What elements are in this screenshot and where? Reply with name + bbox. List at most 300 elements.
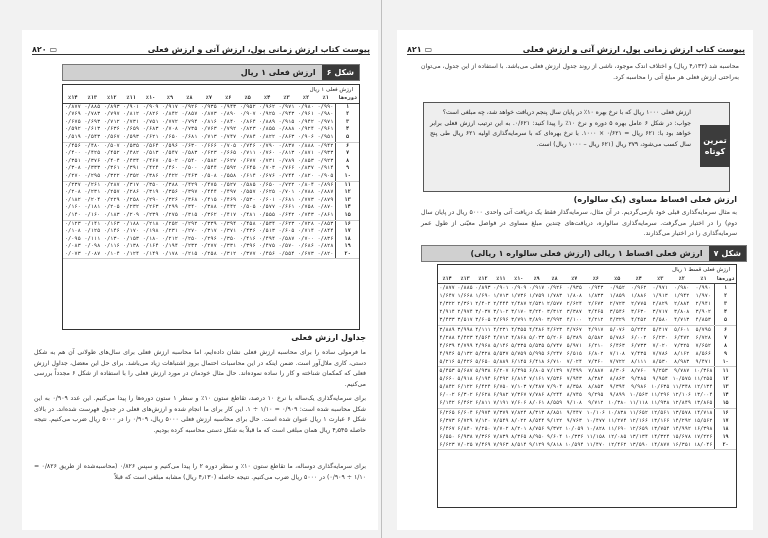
value-cell: ۰/۲۶۳ [142, 204, 159, 211]
value-cell: ۰/۷۸۴ [238, 134, 257, 142]
table-row [63, 158, 359, 166]
value-cell: ۶/۷۵۰ [493, 384, 509, 391]
value-cell: ۰/۷۴۳ [296, 212, 315, 220]
value-cell: ۰/۳۲۶ [162, 196, 178, 203]
value-cell: ۰/۵۸۲ [200, 157, 217, 164]
value-cell: ۰/۲۰۸ [64, 189, 81, 196]
value-cell: ۶/۶۲۸ [475, 392, 491, 399]
period-cell: ۲۰ [336, 251, 359, 259]
value-cell: ۰/۹۷۱ [652, 285, 668, 292]
rate-header: ٪۴ [257, 95, 276, 103]
value-cell: ۰/۵۴۳ [83, 134, 102, 142]
value-cell: ۰/۸۴۰ [220, 118, 237, 125]
value-cell: ۰/۵۰۵ [239, 204, 256, 211]
value-cell: ۰/۶۵۰ [160, 134, 179, 142]
value-cell: ۹/۲۵۳ [652, 368, 668, 375]
value-cell: ۰/۸۸۷ [317, 189, 334, 196]
value-cell: ۴/۳۲۹ [607, 316, 628, 325]
value-cell: ۰/۱۳۸ [123, 243, 140, 250]
table-row [438, 358, 736, 367]
value-cell: ۱۱/۱۱۸ [629, 400, 648, 407]
value-cell: ۱۳/۵۹۰ [629, 441, 648, 448]
left-page [22, 30, 378, 530]
value-cell: ۳/۹۰۲ [695, 309, 711, 316]
value-cell: ۰/۵۷۷ [259, 204, 276, 211]
value-cell: ۶/۲۰۷ [493, 368, 509, 375]
period-cell: ۳ [336, 119, 359, 127]
value-cell: ۰/۶۴۲ [277, 212, 296, 220]
value-cell: ۰/۳۱۲ [219, 251, 238, 259]
value-cell: ۰/۷۸۸ [297, 189, 314, 196]
period-cell: ۸ [715, 342, 736, 350]
value-cell: ۰/۴۲۵ [84, 150, 101, 157]
value-cell: ۷/۵۴۹ [493, 417, 509, 424]
value-cell: ۰/۹۲۴ [297, 126, 314, 133]
value-cell: ۰/۱۸۲ [64, 196, 81, 203]
value-cell: ۱۰/۸۳۸ [608, 409, 627, 416]
value-cell: ۰/۷۸۹ [278, 157, 295, 164]
value-cell: ۰/۸۶۱ [316, 212, 336, 220]
value-cell: ۰/۸۹۶ [317, 181, 334, 188]
value-cell: ۱۰/۰۵۹ [565, 425, 584, 432]
value-cell: ۰/۴۸۲ [123, 150, 140, 157]
value-cell: ۰/۵۷۰ [278, 243, 295, 250]
value-cell: ۶/۵۱۵ [566, 350, 582, 357]
value-cell: ۰/۱۴۱ [84, 220, 101, 227]
table-row [438, 441, 736, 450]
paragraph-3: برای سرمایه‌گذاری دوساله، ما تقاطع ستون ۱۰٪ و سطر دوره ۲ را پیدا می‌کنیم و سپس ۰/۸۲۶ (محاسبه‌شده از طریق ۰/۸۲۶ = ۱/۱۰ ÷ ۰/۹۰۹) در ۵۰۰۰ ریال ضرب می‌کنیم. نتیجه حاصله (۴٫۱۳۰ ریال) مشابه مبلغی است که قبلاً [34, 463, 367, 481]
value-cell: ۳/۳۱۲ [546, 309, 563, 316]
value-cell: ۱۰/۵۶۳ [629, 392, 648, 399]
value-cell: ۷/۹۶۳ [493, 441, 509, 448]
value-cell: ۰/۳۶۱ [103, 165, 120, 172]
value-cell: ۰/۵۳۵ [123, 142, 140, 149]
table-row [63, 119, 359, 127]
value-cell: ۰/۳۸۸ [200, 204, 217, 211]
period-cell: ۱۲ [336, 189, 359, 197]
rate-header: ٪۱ [316, 95, 336, 103]
value-cell: ۷/۸۲۴ [511, 409, 527, 416]
value-cell: ۱۲/۶۵۹ [629, 425, 648, 432]
value-cell: ۶/۱۴۵ [511, 358, 527, 365]
value-cell: ۰/۷۹۰ [259, 142, 276, 149]
value-cell: ۴/۷۱۳ [671, 316, 692, 325]
value-cell: ۴/۲۳۱ [493, 326, 509, 333]
value-cell: ۹/۲۹۵ [588, 392, 604, 399]
value-cell: ۰/۹۶۲ [631, 285, 647, 292]
header-title: پیوست کتاب ارزش زمانی پول، ارزش آتی و ارزش فعلی [147, 45, 370, 54]
value-cell: ۰/۱۷۸ [160, 251, 179, 259]
value-cell: ۰/۵۰۲ [162, 157, 178, 164]
value-cell: ۰/۸۱۶ [200, 118, 217, 125]
value-cell: ۱۲/۸۴۹ [672, 400, 691, 407]
gutter-line [381, 0, 382, 538]
value-cell: ۲/۸۲۹ [652, 301, 668, 308]
value-cell: ۰/۹۷۱ [317, 118, 334, 125]
value-cell: ۷/۳۶۷ [511, 392, 527, 399]
value-cell: ۱۱/۶۵۲ [629, 409, 648, 416]
table-row [438, 292, 736, 300]
period-cell: ۹ [715, 350, 736, 358]
value-cell: ۱۱/۱۵۸ [586, 433, 605, 440]
value-cell: ۹/۷۱۲ [585, 399, 606, 408]
value-cell: ۰/۱۱۱ [84, 235, 101, 242]
value-cell: ۷/۹۴۳ [566, 376, 582, 383]
value-cell: ۰/۴۵۶ [64, 142, 81, 149]
value-cell: ۰/۴۰۴ [103, 157, 120, 164]
value-cell: ۹/۹۸۶ [631, 384, 647, 391]
value-cell: ۶/۱۴۲ [439, 400, 455, 407]
value-cell: ۶/۷۲۸ [695, 334, 711, 341]
period-cell: ۱۱ [336, 181, 359, 189]
exercise-label: تمرین کوتاه [700, 125, 730, 167]
table-header-row [63, 95, 359, 103]
value-cell: ۰/۴۳۴ [123, 157, 140, 164]
value-cell: ۹/۳۷۲ [546, 425, 563, 432]
value-cell: ۰/۰۷۳ [63, 251, 83, 259]
value-cell: ۰/۹۳۵ [566, 285, 582, 292]
value-cell: ۰/۹۸۰ [674, 285, 690, 292]
value-cell: ۰/۶۷۷ [239, 157, 256, 164]
value-cell: ۰/۹۱۷ [162, 103, 178, 110]
value-cell: ۰/۹۶۲ [259, 103, 276, 110]
value-cell: ۲/۹۱۴ [439, 309, 455, 316]
value-cell: ۰/۴۶۰ [162, 165, 178, 172]
value-cell: ۵/۹۱۸ [457, 376, 473, 383]
value-cell: ۱/۷۵۹ [529, 293, 545, 300]
value-cell: ۵/۰۳۳ [529, 334, 545, 341]
value-cell: ۰/۳۵۶ [162, 189, 178, 196]
value-cell: ۰/۷۵۱ [142, 118, 159, 125]
figure-caption: ارزش فعلی ۱ ریال [240, 68, 316, 77]
period-cell: ۴ [715, 308, 736, 316]
value-cell: ۰/۱۴۶ [103, 228, 120, 235]
table-row [63, 181, 359, 189]
value-cell: ۰/۴۰۰ [64, 150, 81, 157]
value-cell: ۷/۳۲۵ [674, 342, 690, 349]
value-cell: ۰/۰۹۸ [84, 243, 101, 250]
value-cell: ۰/۸۵۷ [181, 111, 198, 118]
value-cell: ۹/۳۹۴ [609, 384, 625, 391]
value-cell: ۱۰/۸۲۸ [586, 425, 605, 432]
value-cell: ۰/۶۳۶ [103, 126, 120, 133]
value-cell: ۰/۳۳۱ [220, 243, 237, 250]
value-cell: ۵/۹۷۱ [566, 342, 582, 349]
value-cell: ۰/۶۲۳ [278, 220, 295, 227]
value-cell: ۰/۸۷۰ [317, 204, 334, 211]
intro-paragraph: محاسبه شد (۴٫۱۳۲ ریال) و اختلاف اندک موجود، ناشی از روند جدول ارزش فعلی می‌باشد. با استفاده از این جدول، می‌توان به‌راحتی ارزش فعلی هر مبلغ آتی را محاسبه کرد. [421, 63, 739, 81]
value-cell: ۳/۰۳۷ [475, 309, 491, 316]
value-cell: ۰/۱۱۶ [103, 243, 120, 250]
value-cell: ۳/۷۹۱ [511, 317, 527, 324]
value-cell: ۰/۲۳۲ [123, 204, 140, 211]
period-cell: ۵ [715, 316, 736, 325]
value-cell: ۶/۷۱۰ [546, 358, 563, 365]
table-row [63, 220, 359, 228]
value-cell: ۳/۲۴۰ [529, 309, 545, 316]
value-cell: ۰/۸۲۰ [296, 173, 315, 181]
table-row [438, 391, 736, 399]
rate-header: ٪۱۳ [456, 275, 474, 284]
value-cell: ۰/۱۲۴ [121, 251, 140, 259]
value-cell: ۰/۲۵۲ [162, 220, 178, 227]
figure-tag: شکل ۷ [709, 246, 746, 261]
value-cell: ۰/۷۰۸ [162, 126, 178, 133]
value-cell: ۷/۶۵۲ [695, 342, 711, 349]
value-cell: ۰/۶۶۱ [278, 204, 295, 211]
period-cell: ۶ [715, 325, 736, 334]
value-cell: ۳/۴۶۵ [588, 309, 604, 316]
value-cell: ۴/۲۸۸ [439, 334, 455, 341]
value-cell: ۰/۹۶۱ [317, 126, 334, 133]
page-number: ▭ ۸۲۱ [407, 45, 432, 54]
table-header-row [438, 275, 736, 284]
value-cell: ۰/۷۲۸ [297, 220, 314, 227]
value-cell: ۰/۴۱۶ [239, 235, 256, 242]
period-cell: ۱۶ [336, 220, 359, 228]
value-cell: ۰/۷۴۷ [219, 134, 238, 142]
value-cell: ۰/۶۱۳ [84, 126, 101, 133]
value-cell: ۰/۶۸۱ [278, 196, 295, 203]
value-cell: ۹/۹۵۴ [652, 376, 668, 383]
value-cell: ۰/۹۰۵ [316, 173, 336, 181]
value-cell: ۷/۴۳۵ [631, 350, 647, 357]
table-top-label: ارزش فعلی قسط ۱ ریال [672, 267, 730, 273]
value-cell: ۵/۶۵۰ [475, 358, 491, 365]
value-cell: ۵/۵۳۵ [529, 342, 545, 349]
rate-header: ٪۱۰ [141, 95, 160, 103]
value-cell: ۵/۳۳۵ [511, 342, 527, 349]
value-cell: ۰/۶۱۴ [238, 173, 257, 181]
period-cell: ۱ [336, 103, 359, 111]
value-cell: ۱۱/۲۷۴ [608, 417, 627, 424]
value-cell: ۰/۲۱۸ [142, 220, 159, 227]
value-cell: ۳/۱۰۲ [493, 309, 509, 316]
value-cell: ۰/۶۸۱ [180, 134, 199, 142]
value-cell: ۶/۴۱۸ [529, 358, 545, 365]
table-row [438, 417, 736, 425]
value-cell: ۰/۵۸۳ [181, 150, 198, 157]
value-cell: ۱/۶۶۸ [457, 293, 473, 300]
value-cell: ۵/۵۳۷ [493, 350, 509, 357]
value-cell: ۰/۲۶۱ [84, 181, 101, 188]
value-cell: ۰/۷۰۳ [259, 165, 276, 172]
value-cell: ۰/۲۱۲ [162, 235, 178, 242]
period-cell: ۱۰ [336, 173, 359, 181]
value-cell: ۸/۵۳۰ [649, 358, 670, 367]
value-cell: ۰/۹۰۶ [296, 134, 315, 142]
table-row [63, 165, 359, 173]
value-cell: ۱۴/۷۱۸ [694, 409, 713, 416]
table-row [438, 342, 736, 350]
value-cell: ۸/۳۱۳ [529, 409, 545, 416]
value-cell: ۱۱/۳۴۸ [672, 384, 691, 391]
value-cell: ۰/۱۵۳ [123, 235, 140, 242]
value-cell: ۰/۹۸۰ [317, 111, 334, 118]
value-cell: ۰/۲۳۱ [162, 228, 178, 235]
value-cell: ۰/۶۶۵ [220, 150, 237, 157]
value-cell: ۱۰/۶۳۵ [651, 384, 670, 391]
value-cell: ۳/۹۹۳ [546, 317, 563, 324]
period-cell: ۵ [336, 134, 359, 142]
value-cell: ۰/۴۲۹ [181, 181, 198, 188]
period-cell: ۱ [715, 284, 736, 293]
value-cell: ۸/۵۵۹ [546, 400, 563, 407]
value-cell: ۰/۹۱۷ [529, 285, 545, 292]
figure-caption: ارزش فعلی اقساط ۱ ریالی (ارزش فعلی سالواره ۱ ریالی) [470, 249, 703, 258]
value-cell: ۶/۲۴۷ [546, 350, 563, 357]
value-cell: ۱۲/۰۸۵ [608, 433, 627, 440]
paragraph-2: برای سرمایه‌گذاری یک‌ساله با نرخ ۱۰ درصد، تقاطع ستون ۱۰٪ و سطر ۱ ستون دوره‌ها را پیدا می‌کنیم. این عدد ۰/۹۰۹ به این شکل محاسبه شده است: ۰/۹۰۹ = ۱/۱۰ ÷ ۱. این کار برای ما انجام شده و ارزش‌های فعلی در جدول فهرست شده‌اند. در بالای شکل ۶ عبارت ۱ ریال عنوان شده است. حال برای محاسبه ارزش فعلی ۵۰۰۰ ریال، ۰/۹۰۹ را در ۵۰۰۰ ریال ضرب می‌کنیم. نتیجه حاصله ۴٫۵۴۵ ریال همان مبلغی است که ما قبلاً به شکل دستی محاسبه کرده بودیم. [34, 395, 367, 434]
value-cell: ۰/۴۶۳ [180, 173, 199, 181]
annuity-table [437, 264, 737, 508]
value-cell: ۶/۴۷۲ [674, 334, 690, 341]
value-cell: ۸/۳۰۶ [609, 368, 625, 375]
rate-header: ٪۲ [671, 275, 692, 284]
rate-header: ٪۱۱ [492, 275, 510, 284]
exercise-text [430, 108, 691, 150]
value-cell: ۰/۳۷۶ [84, 157, 101, 164]
table-row [63, 228, 359, 236]
value-cell: ۶/۸۴۰ [457, 425, 473, 432]
value-cell: ۱/۹۴۲ [674, 293, 690, 300]
data-table [63, 95, 359, 259]
value-cell: ۰/۹۲۶ [181, 103, 198, 110]
value-cell: ۸/۰۶۱ [529, 400, 545, 407]
table-row [438, 308, 736, 316]
value-cell: ۰/۶۹۳ [84, 118, 101, 125]
table-row [63, 189, 359, 197]
value-cell: ۰/۸۹۳ [475, 285, 491, 292]
value-cell: ۶/۹۸۲ [493, 392, 509, 399]
value-cell: ۰/۲۰۹ [121, 212, 140, 220]
value-cell: ۷/۳۶۰ [585, 358, 606, 367]
value-cell: ۰/۳۵۰ [220, 235, 237, 242]
value-cell: ۰/۱۲۳ [64, 220, 81, 227]
value-cell: ۰/۴۲۲ [160, 173, 179, 181]
period-cell: ۸ [336, 158, 359, 166]
value-cell: ۰/۲۳۱ [84, 189, 101, 196]
value-cell: ۳/۶۰۵ [475, 317, 491, 324]
value-cell: ۰/۲۸۶ [123, 189, 140, 196]
period-cell: ۷ [336, 150, 359, 158]
period-cell: ۱۶ [715, 408, 736, 417]
value-cell: ۰/۴۴۴ [200, 189, 217, 196]
value-cell: ۰/۹۰۹ [511, 285, 527, 292]
value-cell: ۰/۲۷۷ [200, 243, 217, 250]
value-cell: ۹/۴۴۷ [566, 409, 582, 416]
value-cell: ۷/۰۲۰ [652, 342, 668, 349]
value-cell: ۰/۳۲۲ [102, 173, 121, 181]
value-cell: ۱۴/۸۷۷ [651, 441, 670, 448]
value-cell: ۸/۷۴۵ [566, 392, 582, 399]
value-cell: ۱۰/۴۷۷ [586, 417, 605, 424]
value-cell: ۰/۳۸۶ [141, 173, 160, 181]
value-cell: ۰/۳۹۴ [220, 220, 237, 227]
value-cell: ۱۱/۶۹۰ [608, 425, 627, 432]
value-cell: ۰/۵۹۲ [220, 165, 237, 172]
value-cell: ۰/۲۲۹ [103, 196, 120, 203]
value-cell: ۰/۳۶۸ [181, 196, 198, 203]
value-cell: ۰/۸۷۷ [64, 103, 81, 110]
value-cell: ۰/۸۱۳ [278, 150, 295, 157]
value-cell: ۱/۷۸۳ [546, 293, 563, 300]
value-cell: ۰/۲۳۹ [141, 212, 160, 220]
value-cell: ۸/۸۶۳ [609, 376, 625, 383]
value-cell: ۸/۷۵۶ [529, 425, 545, 432]
value-cell: ۰/۳۱۹ [142, 189, 159, 196]
value-cell: ۰/۴۶۷ [142, 157, 159, 164]
value-cell: ۱۰/۵۷۵ [672, 376, 691, 383]
rate-header: ٪۲ [296, 95, 315, 103]
value-cell: ۵/۳۲۸ [475, 350, 491, 357]
value-cell: ۰/۶۸۶ [297, 243, 314, 250]
value-cell: ۱۱/۹۳۸ [651, 400, 670, 407]
value-cell: ۰/۹۴۲ [297, 118, 314, 125]
value-cell: ۰/۷۶۳ [200, 126, 217, 133]
value-cell: ۷/۰۲۴ [564, 358, 585, 367]
value-cell: ۰/۶۵۹ [123, 126, 140, 133]
value-cell: ۰/۶۰۵ [278, 228, 295, 235]
value-cell: ۰/۲۸۷ [103, 181, 120, 188]
value-cell: ۱۵/۵۶۲ [694, 417, 713, 424]
value-cell: ۰/۴۳۶ [239, 228, 256, 235]
value-cell: ۹/۳۸۵ [631, 376, 647, 383]
value-cell: ۰/۱۶۳ [103, 220, 120, 227]
period-cell: ۱۷ [336, 228, 359, 236]
value-cell: ۵/۸۸۹ [493, 358, 509, 365]
value-cell: ۰/۶۲۱ [141, 134, 160, 142]
value-cell: ۵/۲۱۶ [439, 358, 455, 365]
value-cell: ۶/۰۰۲ [631, 334, 647, 341]
value-cell: ۹/۷۸۷ [674, 368, 690, 375]
value-cell: ۹/۴۷۱ [692, 358, 714, 367]
value-cell: ۰/۷۳۱ [123, 118, 140, 125]
value-cell: ۰/۷۷۲ [162, 118, 178, 125]
value-cell: ۵/۶۸۷ [457, 368, 473, 375]
value-cell: ۵/۱۳۲ [457, 350, 473, 357]
section-heading: ارزش فعلی اقساط مساوی (یک سالواره) [573, 195, 737, 204]
value-cell: ۷/۴۶۹ [475, 441, 491, 448]
value-cell: ۰/۳۴۰ [181, 204, 198, 211]
value-cell: ۶/۸۰۲ [588, 350, 604, 357]
period-cell: ۱۲ [715, 375, 736, 383]
value-cell: ۳/۸۹۰ [529, 317, 545, 324]
table-row [438, 316, 736, 325]
value-cell: ۰/۶۴۵ [239, 165, 256, 172]
value-cell: ۵/۸۴۲ [439, 384, 455, 391]
value-cell: ۰/۷۶۶ [278, 165, 295, 172]
period-cell: ۱۹ [715, 433, 736, 441]
value-cell: ۱۰/۳۶۸ [694, 368, 713, 375]
value-cell: ۰/۱۶۰ [83, 212, 102, 220]
value-cell: ۱۳/۱۶۶ [651, 417, 670, 424]
value-cell: ۰/۵۰۰ [181, 165, 198, 172]
table-row [63, 243, 359, 251]
period-cell: ۱۱ [715, 367, 736, 376]
value-cell: ۱۴/۲۹۲ [672, 417, 691, 424]
value-cell: ۶/۷۲۹ [457, 417, 473, 424]
value-cell: ۳/۹۹۸ [457, 326, 473, 333]
value-cell: ۰/۳۱۵ [180, 212, 199, 220]
value-cell: ۰/۸۱۲ [123, 111, 140, 118]
value-cell: ۳/۸۰۸ [674, 309, 690, 316]
period-cell: ۱۴ [336, 204, 359, 212]
table-row [63, 142, 359, 150]
period-cell: ۴ [336, 126, 359, 134]
value-cell: ۰/۳۵۰ [142, 181, 159, 188]
value-cell: ۱/۸۰۸ [566, 293, 582, 300]
